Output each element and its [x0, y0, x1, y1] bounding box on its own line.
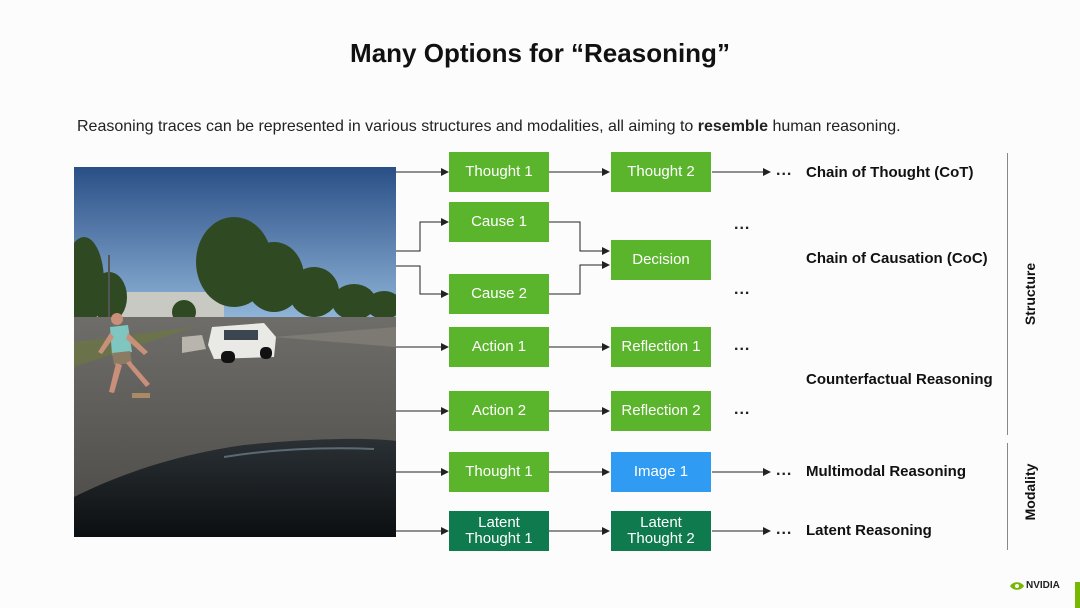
subtitle-text-after: human reasoning. [768, 118, 901, 135]
node-action-1: Action 1 [449, 327, 549, 367]
ellipsis: ... [734, 401, 751, 418]
label-counterfactual-reasoning: Counterfactual Reasoning [806, 371, 993, 388]
modality-group-label: Modality [1022, 463, 1038, 521]
ellipsis: ... [776, 521, 793, 538]
node-reflection-1: Reflection 1 [611, 327, 711, 367]
nvidia-logo-text: NVIDIA [1026, 580, 1060, 591]
node-latent-thought-2: Latent Thought 2 [611, 511, 711, 551]
brand-accent-bar [1075, 582, 1080, 608]
label-latent-reasoning: Latent Reasoning [806, 522, 932, 539]
ellipsis: ... [734, 337, 751, 354]
node-thought-2: Thought 2 [611, 152, 711, 192]
subtitle-text-before: Reasoning traces can be represented in various structures and modalities, all aiming to [77, 118, 698, 135]
ellipsis: ... [776, 462, 793, 479]
node-thought-1: Thought 1 [449, 152, 549, 192]
structure-group-line [1007, 153, 1008, 435]
node-cause-2: Cause 2 [449, 274, 549, 314]
label-chain-of-thought: Chain of Thought (CoT) [806, 164, 974, 181]
structure-group-label: Structure [1022, 262, 1038, 326]
node-image-1: Image 1 [611, 452, 711, 492]
node-action-2: Action 2 [449, 391, 549, 431]
nvidia-logo [1010, 580, 1060, 591]
modality-group-line [1007, 443, 1008, 550]
node-thought-1-multimodal: Thought 1 [449, 452, 549, 492]
ellipsis: ... [734, 216, 751, 233]
ellipsis: ... [776, 162, 793, 179]
node-cause-1: Cause 1 [449, 202, 549, 242]
nvidia-eye-icon [1010, 581, 1024, 591]
subtitle-bold: resemble [697, 118, 769, 135]
node-reflection-2: Reflection 2 [611, 391, 711, 431]
slide-title: Many Options for “Reasoning” [350, 38, 730, 68]
label-multimodal-reasoning: Multimodal Reasoning [806, 463, 967, 480]
label-chain-of-causation: Chain of Causation (CoC) [806, 250, 988, 267]
node-latent-thought-1: Latent Thought 1 [449, 511, 549, 551]
node-decision: Decision [611, 240, 711, 280]
ellipsis: ... [734, 281, 751, 298]
